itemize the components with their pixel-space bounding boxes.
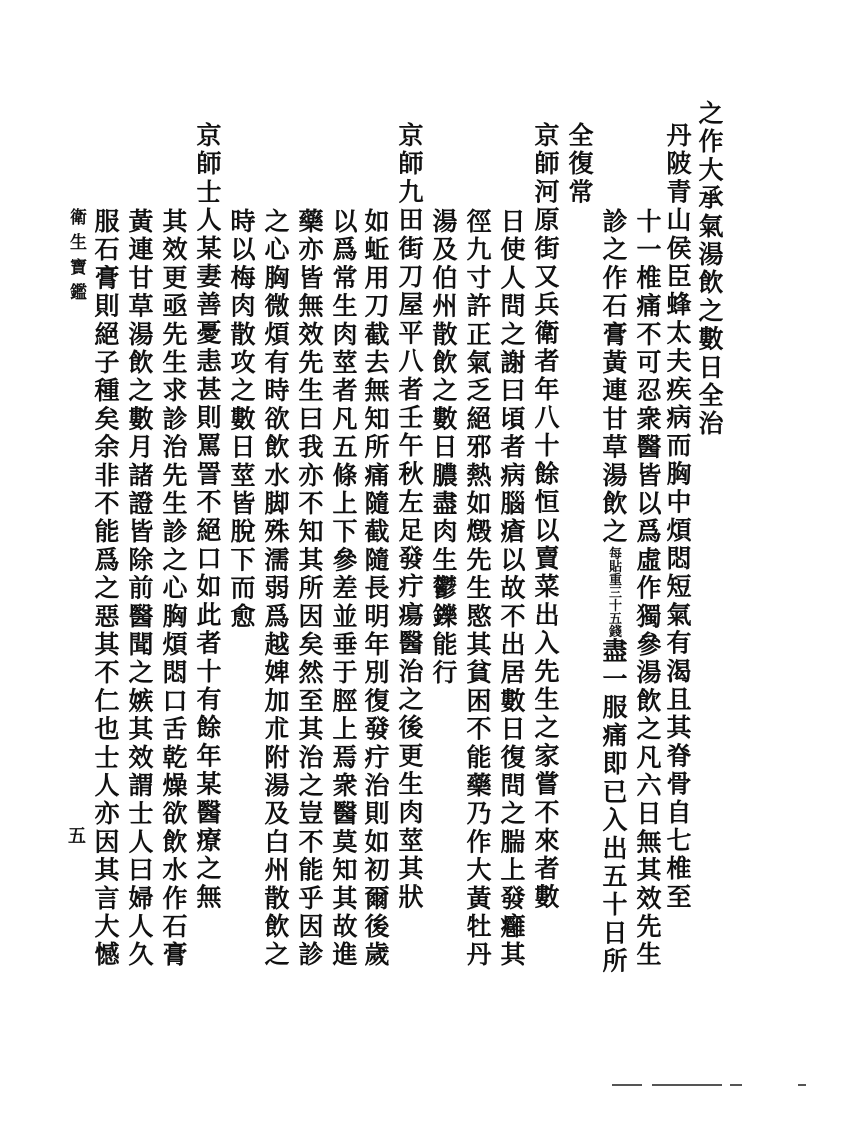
column-main-text: 診之作石膏黃連甘草湯飲之: [599, 208, 628, 547]
text-column: 全復常: [565, 122, 594, 207]
text-column: 丹陂青山侯臣蜂太夫疾病而胸中煩悶短氣有渴且其脊骨自七椎至: [663, 122, 692, 912]
text-column: 藥亦皆無效先生曰我亦不知其所因矣然至其治之豈不能乎因診: [295, 208, 324, 970]
text-column: 服石膏則絕子種矣余非不能爲之惡其不仁也士人亦因其言大憾: [91, 208, 120, 970]
text-column: 十一椎痛不可忍衆醫皆以爲虛作獨參湯飲之凡六日無其效先生: [633, 208, 662, 970]
text-column: 其效更亟先生求診治先生診之心胸煩悶口舌乾燥欲飲水作石膏: [159, 208, 188, 970]
text-column: 京師士人某妻善憂恚甚則罵詈不絕口如此者十有餘年某醫療之無: [193, 122, 222, 912]
text-column: 湯及伯州散飲之數日膿盡肉生鬱鑠能行: [429, 208, 458, 688]
page-number: 五: [68, 826, 86, 847]
text-column: 徑九寸許正氣乏絕邪熱如燬先生愍其貧困不能藥乃作大黃牡丹: [463, 208, 492, 970]
scan-marks: [612, 1084, 812, 1090]
text-column: 日使人問之謝曰頃者病腦瘡以故不出居數日復問之腨上發癰其: [497, 208, 526, 970]
text-column: 京師九田街刀屋平八者壬午秋左足發疔瘍醫治之後更生肉莖其狀: [395, 122, 424, 912]
interlinear-note: 每貼重三十五錢: [606, 546, 621, 638]
text-column: 京師河原街又兵衛者年八十餘恒以賣菜出入先生之家嘗不來者數: [531, 122, 560, 912]
book-title: 衛生寶鑑: [66, 208, 86, 308]
text-column: 時以梅肉散攻之數日莖皆脫下而愈: [227, 208, 256, 631]
text-column: [600, 208, 626, 976]
text-column: 以爲常生肉莖者凡五條上下參差並垂于脛上焉衆醫莫知其故進: [329, 208, 358, 970]
text-column: 如蚯用刀截去無知所痛隨截隨長明年別復發疔治則如初爾後歲: [361, 208, 390, 970]
text-column: 黃連甘草湯飲之數月諸證皆除前醫聞之嫉其效謂士人曰婦人久: [125, 208, 154, 970]
column-tail-text: 盡一服痛即已入出五十日所: [599, 637, 628, 976]
text-column: 之心胸微煩有時欲飲水脚殊濡弱爲越婢加朮附湯及白州散飲之: [261, 208, 290, 970]
text-column: 之作大承氣湯飲之數日全治: [695, 100, 724, 439]
